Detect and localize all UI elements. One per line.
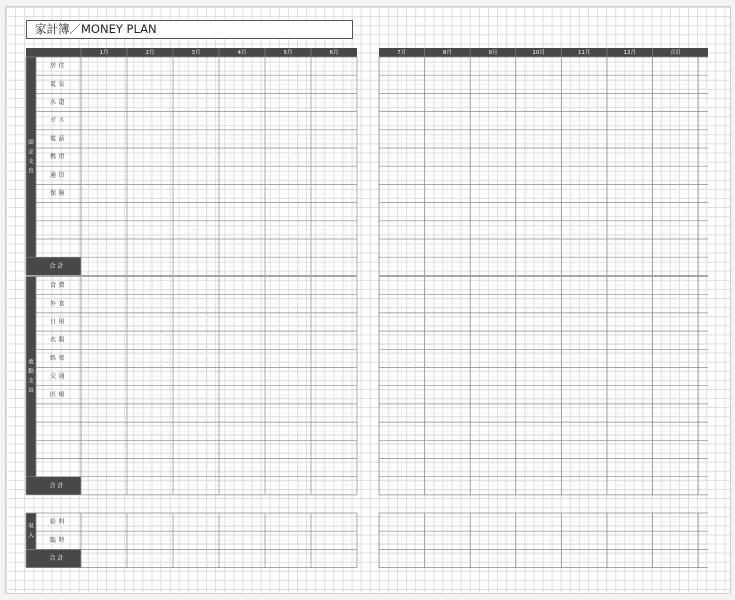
section-label-strip (26, 57, 36, 257)
section-label-char: 動 (28, 368, 34, 375)
item-label: 医療 (49, 391, 68, 399)
item-label: 食費 (49, 282, 68, 290)
section-label-char: 流 (28, 359, 34, 366)
item-label: 水道 (49, 99, 68, 106)
item-label: 居住 (49, 62, 68, 70)
section-label-strip (26, 513, 36, 549)
month-header-10: 10月 (532, 50, 545, 56)
page-title: 家計簿／MONEY PLAN (26, 20, 353, 39)
section-label-char: 収 (28, 523, 34, 530)
month-header-8: 8月 (442, 50, 452, 56)
total-row-label: 合計 (49, 482, 66, 490)
item-label: 交通 (49, 373, 68, 381)
section-label-char: 支 (28, 158, 34, 165)
section-label-char: 出 (28, 168, 34, 175)
item-label: 衣類 (49, 336, 68, 344)
item-label: 電気 (49, 80, 68, 88)
month-header-1: 1月 (99, 50, 109, 56)
item-label: 外食 (49, 300, 68, 308)
month-header-6: 6月 (329, 50, 339, 56)
month-header-5: 5月 (283, 50, 293, 56)
item-label: 携帯 (49, 153, 68, 161)
total-column-header: 合計 (669, 50, 681, 56)
item-label: ガス (49, 117, 68, 125)
section-label-char: 支 (28, 378, 34, 385)
item-label: 臨時 (49, 536, 68, 544)
month-header-4: 4月 (237, 50, 247, 56)
section-label-char: 固 (28, 139, 34, 146)
item-label: 電話 (49, 135, 68, 143)
item-label: 日用 (49, 318, 68, 326)
item-label: 給料 (49, 518, 68, 526)
total-row-label: 合計 (49, 262, 66, 270)
month-header-3: 3月 (191, 50, 201, 56)
month-header-12: 12月 (623, 50, 637, 56)
section-label-char: 出 (28, 387, 34, 394)
item-label: 通信 (49, 171, 68, 179)
month-header-7: 7月 (397, 50, 407, 56)
month-header-11: 11月 (577, 50, 591, 56)
item-label: 娯楽 (49, 354, 68, 362)
section-label-strip (26, 277, 36, 477)
section-label-char: 定 (28, 149, 34, 156)
section-label-char: 入 (28, 532, 34, 539)
item-label: 保険 (49, 190, 68, 197)
month-header-2: 2月 (145, 50, 155, 56)
month-header-9: 9月 (488, 50, 498, 56)
total-row-label: 合計 (49, 555, 66, 562)
